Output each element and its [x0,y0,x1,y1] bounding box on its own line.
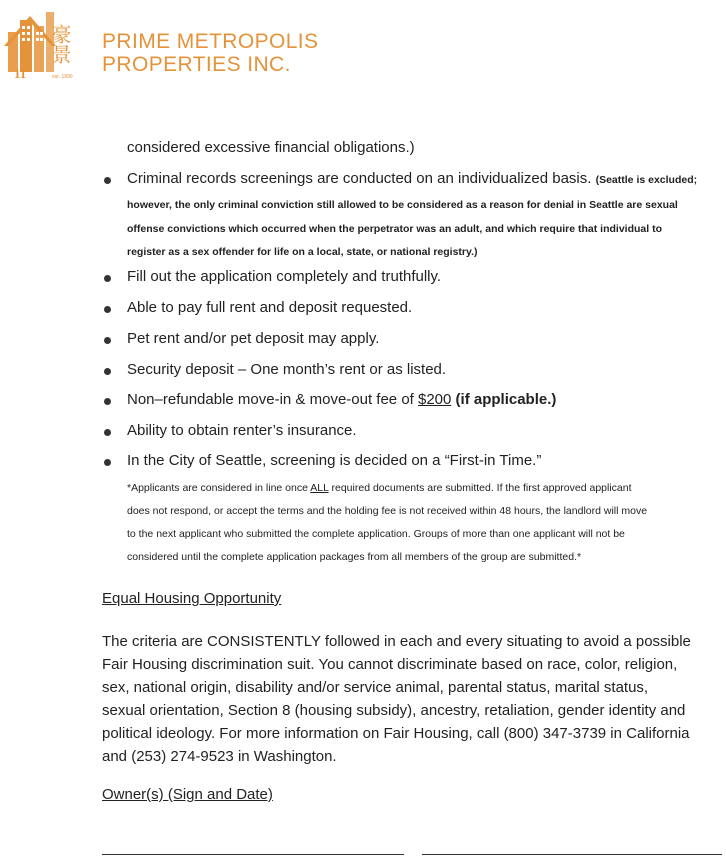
logo-number: 11 [14,66,27,81]
note-text: required documents are submitted. If the first approved applicant [328,482,632,494]
bullet-item: Pet rent and/or pet deposit may apply. [127,330,380,347]
company-logo [0,2,100,82]
bullet-dot [104,306,111,313]
bullet-dot [104,368,111,375]
bullet-dot [104,337,111,344]
equal-housing-line: political ideology. For more information on Fair Housing, call (800) 347-3739 in California [102,725,690,742]
equal-housing-heading: Equal Housing Opportunity [102,590,282,607]
bullet-item: Able to pay full rent and deposit requested. [127,299,413,316]
date-signature-line[interactable] [422,854,722,855]
logo-est: est. 1990 [52,74,73,80]
company-name-line1: PRIME METROPOLIS [102,30,319,53]
bullet-dot [104,177,111,184]
bullet-criminal [127,170,697,187]
company-name-line2: PROPERTIES INC. [102,53,291,76]
criminal-note-line: however, the only criminal conviction still allowed to be considered as a reason for denial in Seattle are sexual [127,199,678,211]
equal-housing-line: The criteria are CONSISTENTLY followed in each and every situating to avoid a possible [102,633,691,650]
page-header [0,0,726,90]
first-in-time-note-line: does not respond, or accept the terms and the holding fee is not received within 48 hours, the landlord will move [127,505,648,517]
first-in-time-note-line: considered until the complete application packages from all members of the group are submitted.* [127,551,582,563]
criminal-note-inline: (Seattle is excluded; [595,174,698,186]
note-underlined: ALL [310,482,329,494]
bullet-fee [127,391,556,408]
note-text: *Applicants are considered in line once [127,482,311,494]
bullet-item: Security deposit – One month’s rent or as listed. [127,361,447,378]
owner-sign-heading: Owner(s) (Sign and Date) [102,786,273,803]
first-in-time-note-line [127,482,632,494]
fee-suffix: (if applicable.) [451,391,557,408]
equal-housing-line: sex, national origin, disability and/or service animal, parental status, marital status, [102,679,649,696]
criminal-main: Criminal records screenings are conducted on an individualized basis. [127,170,592,187]
bullet-dot [104,459,111,466]
owner-signature-line[interactable] [102,854,404,855]
bullet-item: Fill out the application completely and truthfully. [127,268,442,285]
continuation-text: considered excessive financial obligations.) [127,139,415,156]
criminal-note-line: offense convictions which occurred when the perpetrator was an adult, and which require that individual to [127,223,662,235]
bullet-dot [104,429,111,436]
bullet-item: Ability to obtain renter’s insurance. [127,422,357,439]
bullet-dot [104,398,111,405]
equal-housing-line: sexual orientation, Section 8 (housing subsidy), ancestry, retaliation, gender identity and [102,702,686,719]
criminal-note-line: register as a sex offender for life on a local, state, or national registry.) [127,246,478,258]
fee-prefix: Non–refundable move-in & move-out fee of [127,391,418,408]
bullet-dot [104,275,111,282]
bullet-item: In the City of Seattle, screening is decided on a “First-in Time.” [127,452,542,469]
fee-amount: $200 [418,391,452,408]
equal-housing-line: Fair Housing discrimination suit. You cannot discriminate based on race, color, religion, [102,656,678,673]
first-in-time-note-line: to the next applicant who submitted the complete application. Groups of more than one applicant will not be [127,528,625,540]
company-name [102,30,318,76]
equal-housing-line: and (253) 274-9523 in Washington. [102,748,337,765]
logo-chinese: 豪景 [48,24,72,64]
